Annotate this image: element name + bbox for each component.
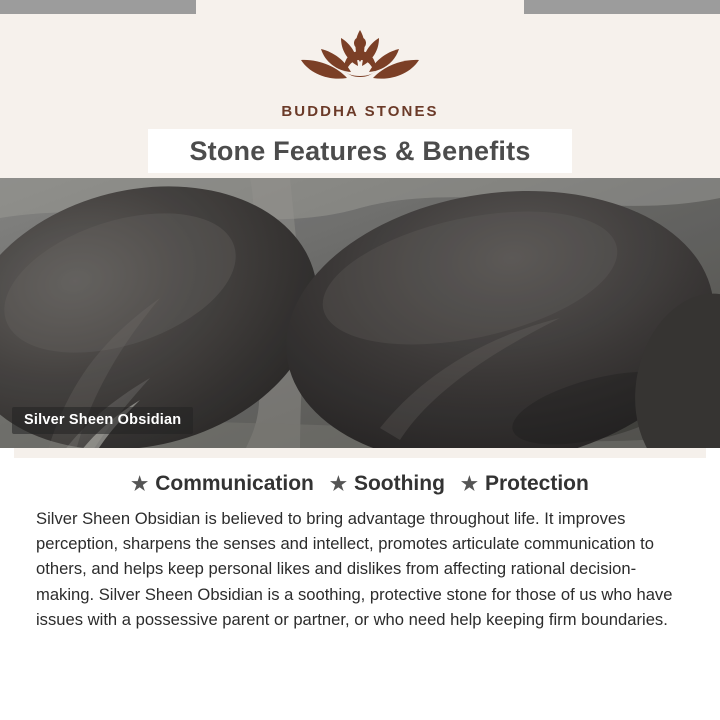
- benefit-item-communication: [131, 472, 314, 496]
- star-icon: ★: [329, 473, 347, 495]
- corner-notch-right: [524, 0, 720, 14]
- benefits-panel: [14, 458, 706, 706]
- star-icon: ★: [131, 473, 149, 495]
- page-title: Stone Features & Benefits: [189, 135, 531, 166]
- header-area: [0, 0, 720, 178]
- photo-caption: Silver Sheen Obsidian: [12, 407, 193, 434]
- panel-left-margin: [0, 448, 14, 720]
- section-title-bar: [148, 129, 572, 173]
- benefit-keyword-list: [14, 458, 706, 496]
- benefit-item-protection: [461, 472, 589, 496]
- benefit-item-soothing: [330, 472, 445, 496]
- panel-right-margin: [706, 448, 720, 720]
- benefit-label: Protection: [484, 472, 589, 495]
- brand-logo: [0, 22, 720, 120]
- benefit-label: Soothing: [353, 472, 445, 495]
- brand-name: BUDDHA STONES: [281, 103, 439, 120]
- star-icon: ★: [460, 473, 478, 495]
- panel-bottom-margin: [0, 706, 720, 720]
- benefit-label: Communication: [155, 472, 314, 495]
- description-text: Silver Sheen Obsidian is believed to bring advantage throughout life. It improves perception, sharpens the senses and intellect, promotes articulate communication to others, and helps keep personal likes and dislikes from affecting rational decision-making. Silver Sheen Obsidian is a soothing, protective stone for those of us who have issues with a possessive parent or partner, or who need help keeping firm boundaries.: [36, 509, 673, 629]
- stone-photo: [0, 178, 720, 448]
- corner-notch-left: [0, 0, 196, 14]
- lotus-meditation-logo-icon: [0, 22, 720, 99]
